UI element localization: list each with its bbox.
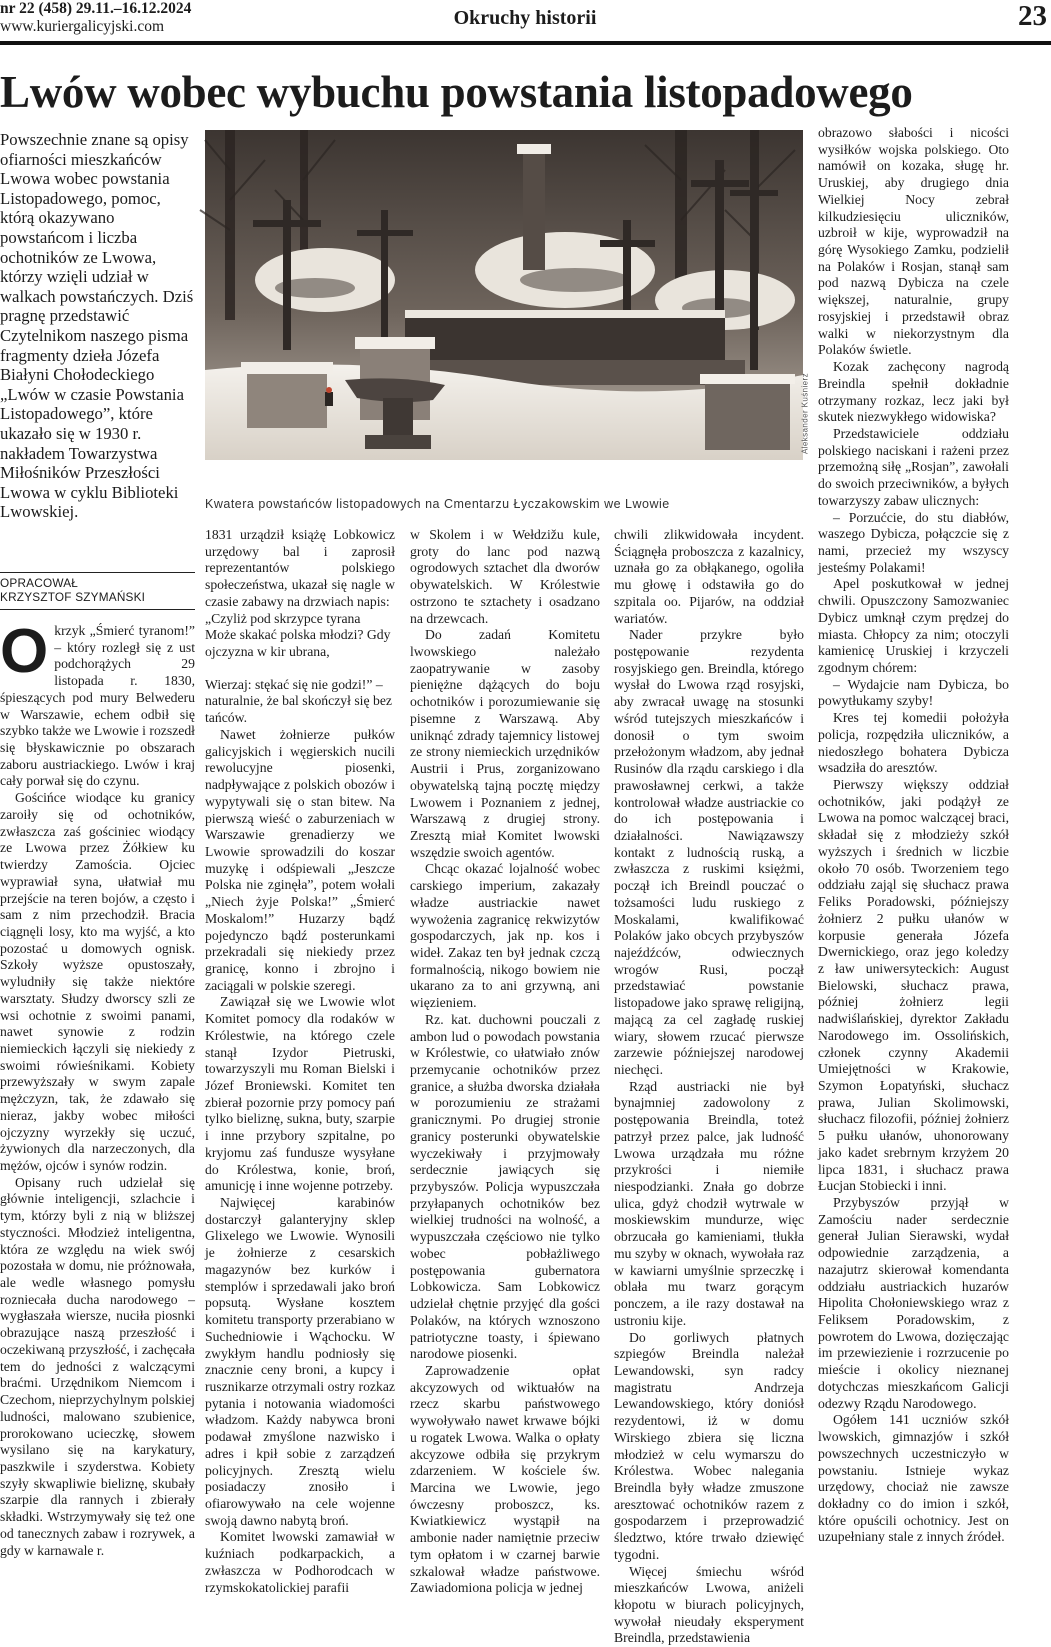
poem-quote: „Czyliż pod skrzypce tyrana Może skakać polska młodzi? Gdy ojczyzna w kir ubrana,: [205, 610, 391, 660]
paragraph: chwili zlikwidowała incydent. Ściągnęła proboszcza z kazalnicy, uznała go za obłąkanego, ogoliła mu głowę i odstawiła go do szpitala oo. Pijarów, na oddział wariatów.: [614, 527, 804, 626]
photo-credit: [798, 365, 810, 465]
drop-cap: O: [0, 617, 49, 686]
paragraph: Do gorliwych płatnych szpiegów Breindla należał Lewandowski, syn radcy magistratu Andrzeja Lewandowskiego, który doniósł rezydentowi, iż w domu Wirskiego zbiera się liczna młodzież w celu wymarszu do Królestwa. Wobec nalegania Breindla były władze zmuszone aresztować ochotników razem z gospodarzem i przeprowadzić śledztwo, które trwało dziewięć tygodni.: [614, 1329, 804, 1562]
article-title: Lwów wobec wybuchu powstania listopadowego: [0, 67, 913, 117]
article-lead: Powszechnie znane są opisy ofiarności mieszkańców Lwowa wobec powstania Listopadowego, pomoc, którą okazywano powstańcom i liczba ochotników ze Lwowa, którzy wzięli udział w walkach powstańczych. Dziś pragnę przedstawić Czytelnikom naszego pisma fragmenty dzieła Józefa Białyni Chołodeckiego „Lwów w czasie Powstania Listopadowego”, które ukazało się w 1930 r. nakładem Towarzystwa Miłośników Przeszłości Lwowa w cyklu Biblioteki Lwowskiej.: [0, 130, 194, 522]
poem-quote-end: Wierzaj: stękać się nie godzi!” – naturalnie, że bal skończył się bez tańców.: [205, 676, 392, 726]
paragraph: – Porzućcie, do stu diabłów, waszego Dybicza, połączcie się z nami, przecież my wszyscy jesteśmy Polakami!: [818, 509, 1009, 575]
paragraph: Przedstawiciele oddziału polskiego naciskani i rażeni przez przemożną siłę „Rosjan”, zawołali do swoich przeciwników, a byłych towarzyszy zabaw ulicznych:: [818, 425, 1009, 508]
byline-author: KRZYSZTOF SZYMAŃSKI: [0, 590, 146, 604]
article-column-4: [614, 527, 804, 1646]
cemetery-photo: [205, 130, 803, 460]
article-column-1: [0, 617, 195, 1637]
paragraph: Opisany ruch udzielał się głównie inteligencji, szlachcie i tym, którzy byli z nią w bliższej styczności. Młodzież inteligentna, która ze względu na wiek swój pozostała w domu, nie próżnowała, ale wedle własnego pomysłu rozniecała ducha narodowego – wygłaszała wiersze, nuciła piosnki obrazujące naszą przeszłość i oczekiwaną przyszłość, i zachęcała tem do jedności z walczącymi braćmi. Urzędnikom Niemcom i Czechom, nieprzychylnym polskiej ludności, malowano szubienice, prorokowano ucieczkę, słowem wysilano się na karykatury, paszkwile i szyderstwa. Kobiety szyły skwapliwie bieliznę, skubały szarpie dla rannych i zbierały składki. Wstrzymywały się też one od tanecznych zabaw i rozrywek, a gdy w karnawale r.: [0, 1174, 195, 1558]
paragraph: Komitet lwowski zamawiał w kuźniach podkarpackich, a zwłaszcza w Podhorodcach w rzymskokatolickiej parafii: [205, 1529, 395, 1595]
paragraph: Ogółem 141 uczniów szkół lwowskich, gimnazjów i szkół powszechnych uczestniczyło w powstaniu. Istnieje wykaz urzędowy, chociaż nie zawsze dokładny co do imion i szkół, które opuścili ochotnicy. Jest on uzupełniany stale z innych źródeł.: [818, 1412, 1009, 1545]
masthead-left: [0, 0, 191, 36]
photo-caption: Kwatera powstańców listopadowych na Cmentarzu Łyczakowskim we Lwowie: [205, 497, 670, 511]
header-divider: [0, 41, 1051, 45]
paragraph: [0, 617, 195, 790]
paragraph-text: krzyk „Śmierć tyranom!” – który rozległ się z ust podchorążych 29 listopada r. 1830, śpieszących pod mury Belwederu w Warszawie, echem odbił się szybko także we Lwowie i rozszedł się błyskawicznie po obszarach zaboru austriackiego. Lwów i kraj cały porwał się do czynu.: [0, 623, 195, 789]
paragraph: – Wydajcie nam Dybicza, bo powytłukamy szyby!: [818, 676, 1009, 709]
lead-divider: [0, 572, 195, 573]
byline: [0, 576, 195, 604]
paragraph: Więcej śmiechu wśród mieszkańców Lwowa, aniżeli kłopotu w biurach policyjnych, wywołał nieudały eksperyment Breindla, przedstawienia: [614, 1563, 804, 1646]
website-url[interactable]: www.kuriergalicyjski.com: [0, 18, 165, 35]
article-column-3: [410, 527, 600, 1637]
paragraph: Pierwszy większy oddział ochotników, jaki podążył ze Lwowa na pomoc walczącej braci, składał się z młodzieży szkół wyższych i średnich w liczbie około 70 osób. Tworzeniem tego oddziału zająl się słuchacz prawa Feliks Poradowski, późniejszy żołnierz 2 pułku ułanów w korpusie generała Józefa Dwernickiego, oraz jego koledzy z ław uniwersyteckich: August Bielowski, słuchacz prawa, później żołnierz legii nadwiślańskiej, dyrektor Zakładu Narodowego im. Ossolińskich, członek czynny Akademii Umiejętności w Krakowie, Szymon Łopatyński, słuchacz prawa, Julian Skolimowski, słuchacz filozofii, później żołnierz 5 pułku ułanów, uhonorowany jako kadet srebrnym krzyżem 20 lipca 1831, i słuchacz prawa Łucjan Stobiecki i inni.: [818, 777, 1009, 1194]
page-number: 23: [1018, 0, 1047, 32]
paragraph: Rz. kat. duchowni pouczali z ambon lud o powodach powstania w Królestwie, co ułatwiało znów przemycanie ochotników przez granice, a służba dworska działała w porozumieniu ze strażami granicznymi. Po drugiej stronie granicy posterunki obywatelskie wyczekiwały i przyjmowały serdecznie jawiących się przybyszów. Policja wypuszczała przyłapanych ochotników bez wielkiej trudności na wolność, a wypuszczała częściowo nie tylko wobec pobłażliwego postępowania gubernatora Lobkowicza. Sam Lobkowicz udzielał chętnie przyjęć dla gości Polaków, na których wznoszono patriotyczne toasty, i śpiewano narodowe piosenki.: [410, 1011, 600, 1362]
article-column-2: [205, 527, 395, 1637]
paragraph: Chcąc okazać lojalność wobec carskiego imperium, zakazały władze austriackie nawet wywożenia zagranicę rekwizytów gospodarczych, jak np. kos i wideł. Zakaz ten był jednak czczą formalnością, nikogo bowiem nie ukarano za to ani grzywną, ani więzieniem.: [410, 861, 600, 1011]
paragraph: Do zadań Komitetu lwowskiego należało zaopatrywanie w zasoby pieniężne dążących do boju ochotników i porozumiewanie się pisemne z Warszawą. Aby uniknąć zdrady tajemnicy listowej ze strony niemieckich urzędników Austrii i Prus, zorganizowano obywatelską tajną pocztę między Lwowem i Poznaniem z jednej, Warszawą z drugiej strony. Zresztą miał Komitet lwowski wszędzie swoich agentów.: [410, 627, 600, 860]
paragraph: w Skolem i w Wełdzižu kule, groty do lanc pod nazwą ogrodowych sztachet dla dworów obywatelskich. W Królestwie ostrzono te sztachety i osadzano na drzewcach.: [410, 527, 600, 626]
byline-divider: [0, 609, 195, 610]
section-title: Okruchy historii: [453, 7, 597, 29]
paragraph: 1831 urządził książę Lobkowicz urzędowy bal i zaprosił reprezentantów polskiego społeczeństwa, ukazał się nagle w czasie zabawy na drzwiach napis:: [205, 527, 395, 609]
paragraph: Rząd austriacki nie był bynajmniej zadowolony z postępowania Breindla, toteż patrzył przez palce, jak ludność Lwowa urządzała mu różne przykrości i niemiłe niespodzianki. Znała go dobrze ulica, gdyż chodził wytrwale w moskiewskim mundurze, więc obrzucała go kamieniami, tłukła mu szyby w oknach, wywołała raz w kawiarni umyślnie sprzeczkę i oblała mu twarz gorącym ponczem, a ile razy dostawał na ustroniu kije.: [614, 1078, 804, 1328]
paragraph: Nawet żołnierze pułków galicyjskich i węgierskich nucili rewolucyjne piosenki, nadpływające z polskich obozów i wypytywali się o stan bitew. Na pierwszą wieść o zaburzeniach w Warszawie grenadierzy we Lwowie sprowadzili do koszar muzykę i odśpiewali „Jeszcze Polska nie zginęła”, potem wołali „Niech żyje Polska!” „Śmierć Moskalom!” Huzarzy bądź pojedynczo bądź posterunkami przekradali się niekiedy przez granicę, konno i zbrojno i zaciągali w polskie szeregi.: [205, 726, 395, 993]
paragraph: Gościńce wiodące ku granicy zaroiły się od ochotników, zwłaszcza zaś gościniec wiodący ze Lwowa przez Żółkiew ku twierdzy Zamościa. Ojciec wyprawiał syna, ułatwiał mu przejście na teren bojów, a często i sam z nim przechodził. Bracia ciągnęli losy, kto ma wyjść, a kto pozostać u domowych ognisk. Szkoły wyższe opustoszały, wyludniły się także niektóre warsztaty. Słudzy dworscy szli ze wsi ochotnie z swoimi panami, nawet synowie z rodzin niemieckich łączyli się niekiedy z swoimi rówieśnikami. Kobiety przewyższały w swym zapale mężczyzn, tak, że zdawało się nieraz, jakby wobec miłości ojczyzny wyrzekły się uczuć, żywionych dla narzeczonych, dla mężów, ojców i synów rodzin.: [0, 790, 195, 1173]
article-column-5: [818, 125, 1009, 1637]
paragraph: Zaprowadzenie opłat akcyzowych od wiktuałów na rzecz skarbu państwowego wywoływało nawet krwawe bójki u rogatek Lwowa. Walka o opłaty akcyzowe odbiła się przykrym zdarzeniem. W kościele św. Marcina we Lwowie, jego ówczesny proboszcz, ks. Kwiatkiewicz wystąpił na ambonie nader namiętnie przeciw tym opłatom i w czarnej barwie szkalował władze państwowe. Zawiadomiona policja w jednej: [410, 1362, 600, 1596]
cemetery-illustration: [205, 130, 803, 460]
paragraph: Nader przykre było postępowanie rezydenta rosyjskiego gen. Breindla, którego wysłał do Lwowa rząd rosyjski, aby zwracał uwagę na stosunki wśród tutejszych mieszkańców i donosił o tym swoim przełożonym władzom, aby jednał Rusinów dla rządu carskiego i dla prawosławnej cerkwi, a także kontrolował władze austriackie co do ich postępowania i działalności. Nawiązawszy kontakt z ludnością ruską, a zwłaszcza z ruskimi księżmi, począł ich Breindl pouczać o tożsamości ludu ruskiego z Moskalami, kwalifikować Polaków jako obcych przybyszów najeźdźców, odwiecznych wrogów Rusi, począł przedstawiać powstanie listopadowe jako sprawę religijną, mającą za cel zagładę ruskiej wiary, słowem rzucać pierwsze zarzewie późniejszej narodowej niechęci.: [614, 627, 804, 1077]
issue-info: nr 22 (458) 29.11.–16.12.2024: [0, 0, 192, 17]
paragraph: Kozak zachęcony nagrodą Breindla spełnił dokładnie otrzymany rozkaz, lecz jaki był skutek niezwykłego widowiska?: [818, 359, 1009, 425]
paragraph: Zawiązał się we Lwowie wlot Komitet pomocy dla rodaków w Królestwie, na którego czele stanął Izydor Pietruski, towarzyszyli mu Roman Bielski i Józef Broniewski. Komitet ten zbierał pozornie przy pomocy pań tylko bieliznę, sukna, buty, szarpie i inne przybory szpitalne, po kryjomu zaś fundusze wysyłane do Królestwa, konie, broń, amunicję i inne wojenne potrzeby.: [205, 994, 395, 1194]
paragraph: Kres tej komedii położyła policja, rozpędziła uliczników, a niedoszłego bohatera Dybicza wsadziła do aresztów.: [818, 710, 1009, 776]
paragraph: obrazowo słabości i nicości wysiłków wojska polskiego. Oto namówił on kozaka, sługę hr. Uruskiej, aby drugiego dnia Wielkiej Nocy zebrał kilkudziesięciu uliczników, uzbroił w kije, wyprowadził na górę Wysokiego Zamku, podzielił na Polaków i Rosjan, stanął sam pod nazwą Dybicza na czele większej, naturalnie, grupy rosyjskiej i przedstawił obraz walki w niekorzystnym dla Polaków świetle.: [818, 125, 1009, 358]
paragraph: Przybyszów przyjął w Zamościu nader serdecznie generał Julian Sierawski, wydał odpowiednie zarządzenia, a nazajutrz skierował komendanta oddziału austriackich huzarów Hipolita Chołoniewskiego wraz z Feliksem Poradowskim, z powrotem do Lwowa, dozięczając im przewiezienie i rozrzucenie po mieście i okolicy nieznanej dotychczas mieszkańcom Galicji odezwy Rządu Narodowego.: [818, 1195, 1009, 1411]
paragraph: Apel poskutkował w jednej chwili. Opuszczony Samozwaniec Dybicz umknął czym prędzej do miasta. Chłopcy za nim; otoczyli kamienicę Uruskiej i krzyczeli zgodnym chórem:: [818, 576, 1009, 675]
byline-label: OPRACOWAŁ: [0, 576, 79, 590]
paragraph: Najwięcej karabinów dostarczył galanteryjny sklep Glixelego we Lwowie. Wynosili je żołnierze z cesarskich magazynów bez kurków i stemplów i sprzedawali jako broń popsutą. Wysłane kosztem komitetu transporty przerabiano w Suchedniowie i Wąchocku. W zwykłym handlu podniosły się znacznie ceny broni, a kupcy i rusznikarze otrzymali ostry rozkaz pytania i notowania wiadomości władzom. Każdy nabywca broni podawał zmyślone nazwisko i adres i kpił sobie z zarządzeń policyjnych. Zresztą wielu posiadaczy znosiło i ofiarowywało na cele wojenne swoją dawno nabytą broń.: [205, 1195, 395, 1528]
photo-credit-text: Aleksander Kuśnierz: [800, 373, 810, 454]
